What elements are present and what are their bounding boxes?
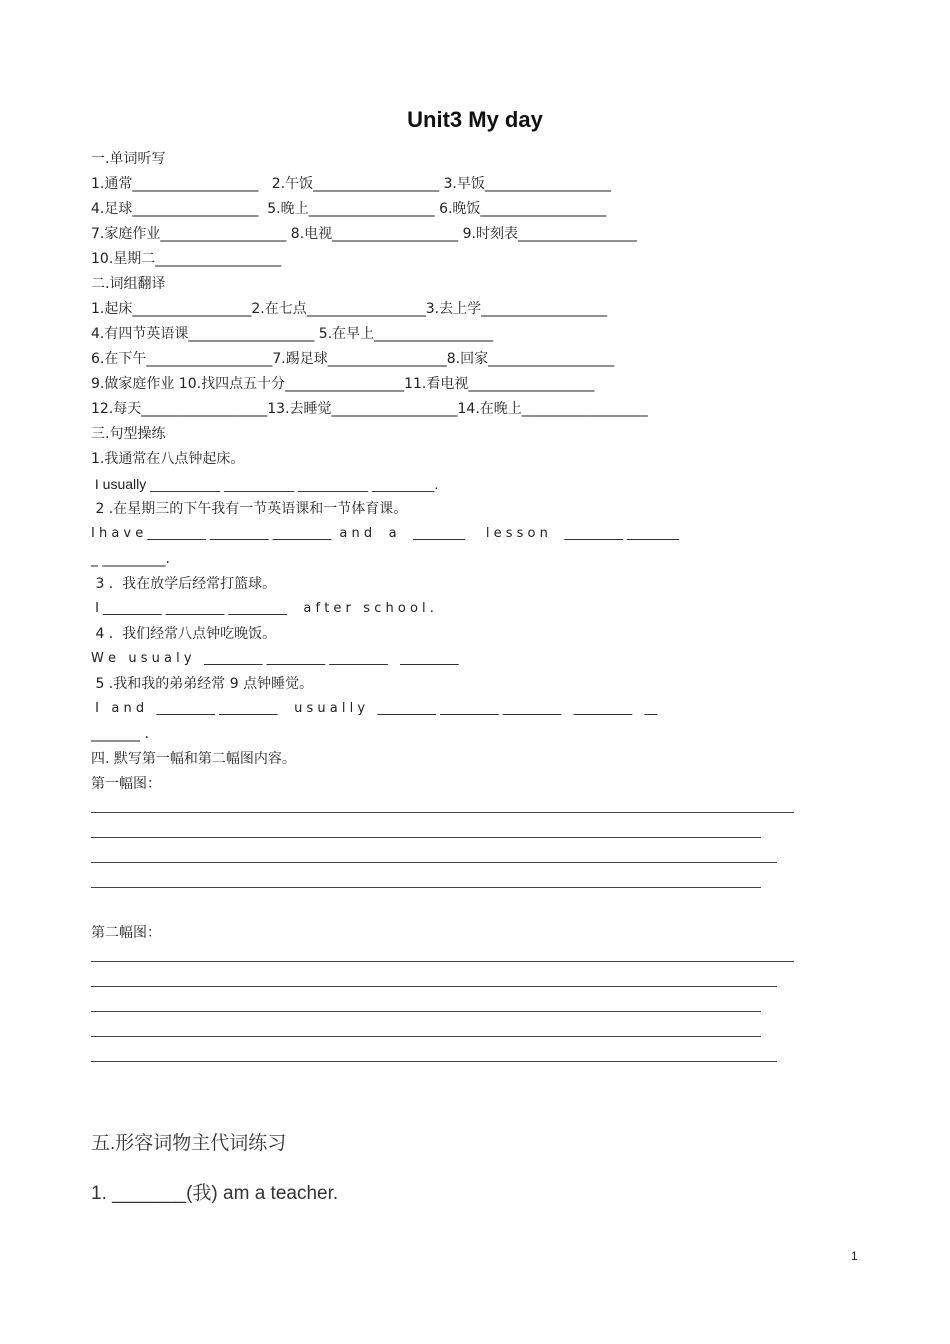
writing-line (91, 1011, 761, 1012)
section1-heading: 一.单词听写 (91, 151, 166, 167)
page-number: 1 (851, 1249, 858, 1263)
section5-heading: 五.形容词物主代词练习 (91, 1133, 287, 1154)
section3-line-3: 2 .在星期三的下午我有一节英语课和一节体育课。 (91, 501, 408, 517)
writing-line (91, 812, 794, 813)
section1-line-4: 10.星期二__________________ (91, 251, 282, 267)
section3-line-4: I h a v e _________ _________ _________ a n d a ________ l e s s o n _________ ________ (91, 526, 680, 541)
section3-line-5: _ _________. (91, 551, 170, 567)
writing-line (91, 1036, 761, 1037)
section3-line-2: I usually _________ _________ _________ ________. (91, 476, 439, 492)
section3-line-7: I _________ _________ _________ a f t e r s c h o o l . (91, 601, 434, 616)
page-title: Unit3 My day (407, 107, 543, 132)
writing-line (91, 1061, 777, 1062)
writing-line (91, 837, 761, 838)
picture2-label: 第二幅图： (91, 925, 161, 941)
section3-heading: 三.句型操练 (91, 426, 166, 442)
section1-line-2: 4.足球__________________ 5.晚上__________________ 6.晚饭__________________ (91, 201, 607, 217)
writing-line (91, 961, 794, 962)
section3-line-12: _______ . (91, 726, 149, 742)
section2-line-2: 4.有四节英语课__________________ 5.在早上_________________ (91, 326, 494, 342)
section2-line-5: 12.每天__________________13.去睡觉__________________14.在晚上__________________ (91, 401, 648, 417)
section3-line-10: 5 .我和我的弟弟经常 9 点钟睡觉。 (91, 676, 314, 692)
section1-line-1: 1.通常__________________ 2.午饭__________________ 3.早饭__________________ (91, 176, 611, 192)
section3-line-1: 1.我通常在八点钟起床。 (91, 451, 245, 467)
section1-line-3: 7.家庭作业__________________ 8.电视__________________ 9.时刻表_________________ (91, 226, 637, 242)
section3-line-6: 3 . 我在放学后经常打篮球。 (91, 576, 277, 592)
section2-line-1: 1.起床_________________2.在七点_________________3.去上学__________________ (91, 301, 608, 317)
section3-line-8: 4 . 我们经常八点钟吃晚饭。 (91, 626, 277, 642)
section3-line-9: W e u s u a l y _________ _________ _________ _________ (91, 651, 459, 666)
writing-line (91, 986, 777, 987)
section2-line-3: 6.在下午__________________7.踢足球_________________8.回家__________________ (91, 351, 615, 367)
section4-heading: 四. 默写第一幅和第二幅图内容。 (91, 751, 296, 767)
writing-line (91, 887, 761, 888)
section3-line-11: I a n d _________ _________ u s u a l l y _________ _________ _________ _________ __ (91, 701, 658, 716)
writing-line (91, 862, 777, 863)
section5-item-1: 1. _______(我) am a teacher. (91, 1183, 339, 1204)
section2-heading: 二.词组翻译 (91, 276, 166, 292)
section2-line-4: 9.做家庭作业 10.找四点五十分_________________11.看电视__________________ (91, 376, 595, 392)
picture1-label: 第一幅图： (91, 776, 161, 792)
